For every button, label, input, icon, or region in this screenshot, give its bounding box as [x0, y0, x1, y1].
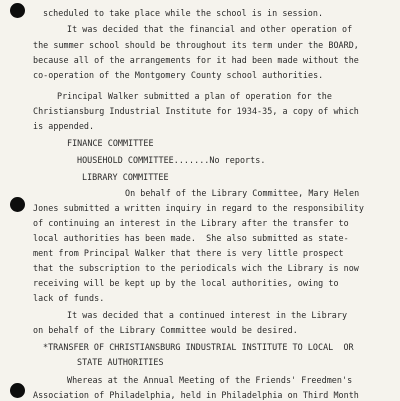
committee-heading: LIBRARY COMMITTEE	[82, 172, 169, 182]
text-line: ment from Principal Walker that there is very little prospect	[33, 248, 344, 258]
text-line: It was decided that the financial and other operation of	[67, 24, 353, 34]
text-line: Association of Philadelphia, held in Philadelphia on Third Month	[33, 390, 359, 400]
text-line: lack of funds.	[33, 293, 105, 303]
committee-heading: HOUSEHOLD COMMITTEE.......No reports.	[77, 155, 266, 165]
text-line: Christiansburg Industrial Institute for 1934-35, a copy of which	[33, 106, 359, 116]
text-line: It was decided that a continued interest in the Library	[67, 310, 348, 320]
text-line: that the subscription to the periodicals wich the Library is now	[33, 263, 359, 273]
punch-hole-top	[10, 3, 25, 18]
text-line: On behalf of the Library Committee, Mary Helen	[125, 188, 360, 198]
punch-hole-bottom	[10, 383, 25, 398]
text-line: Whereas at the Annual Meeting of the Friends' Freedmen's	[67, 375, 353, 385]
text-line: on behalf of the Library Committee would be desired.	[33, 325, 298, 335]
committee-heading: FINANCE COMMITTEE	[67, 138, 154, 148]
text-line: receiving will be kept up by the local authorities, owing to	[33, 278, 339, 288]
text-line: because all of the arrangements for it had been made without the	[33, 55, 359, 65]
text-line: scheduled to take place while the school is in session.	[43, 8, 324, 18]
text-line: local authorities has been made. She also submitted as state-	[33, 233, 349, 243]
text-line: Principal Walker submitted a plan of operation for the	[57, 91, 332, 101]
punch-hole-middle	[10, 197, 25, 212]
text-line: the summer school should be throughout its term under the BOARD,	[33, 40, 359, 50]
text-line: Jones submitted a written inquiry in regard to the responsibility	[33, 203, 364, 213]
text-line: co-operation of the Montgomery County school authorities.	[33, 70, 324, 80]
section-heading: *TRANSFER OF CHRISTIANSBURG INDUSTRIAL INSTITUTE TO LOCAL OR	[43, 342, 354, 352]
section-heading: STATE AUTHORITIES	[77, 357, 164, 367]
text-line: is appended.	[33, 121, 95, 131]
text-line: of continuing an interest in the Library after the transfer to	[33, 218, 349, 228]
